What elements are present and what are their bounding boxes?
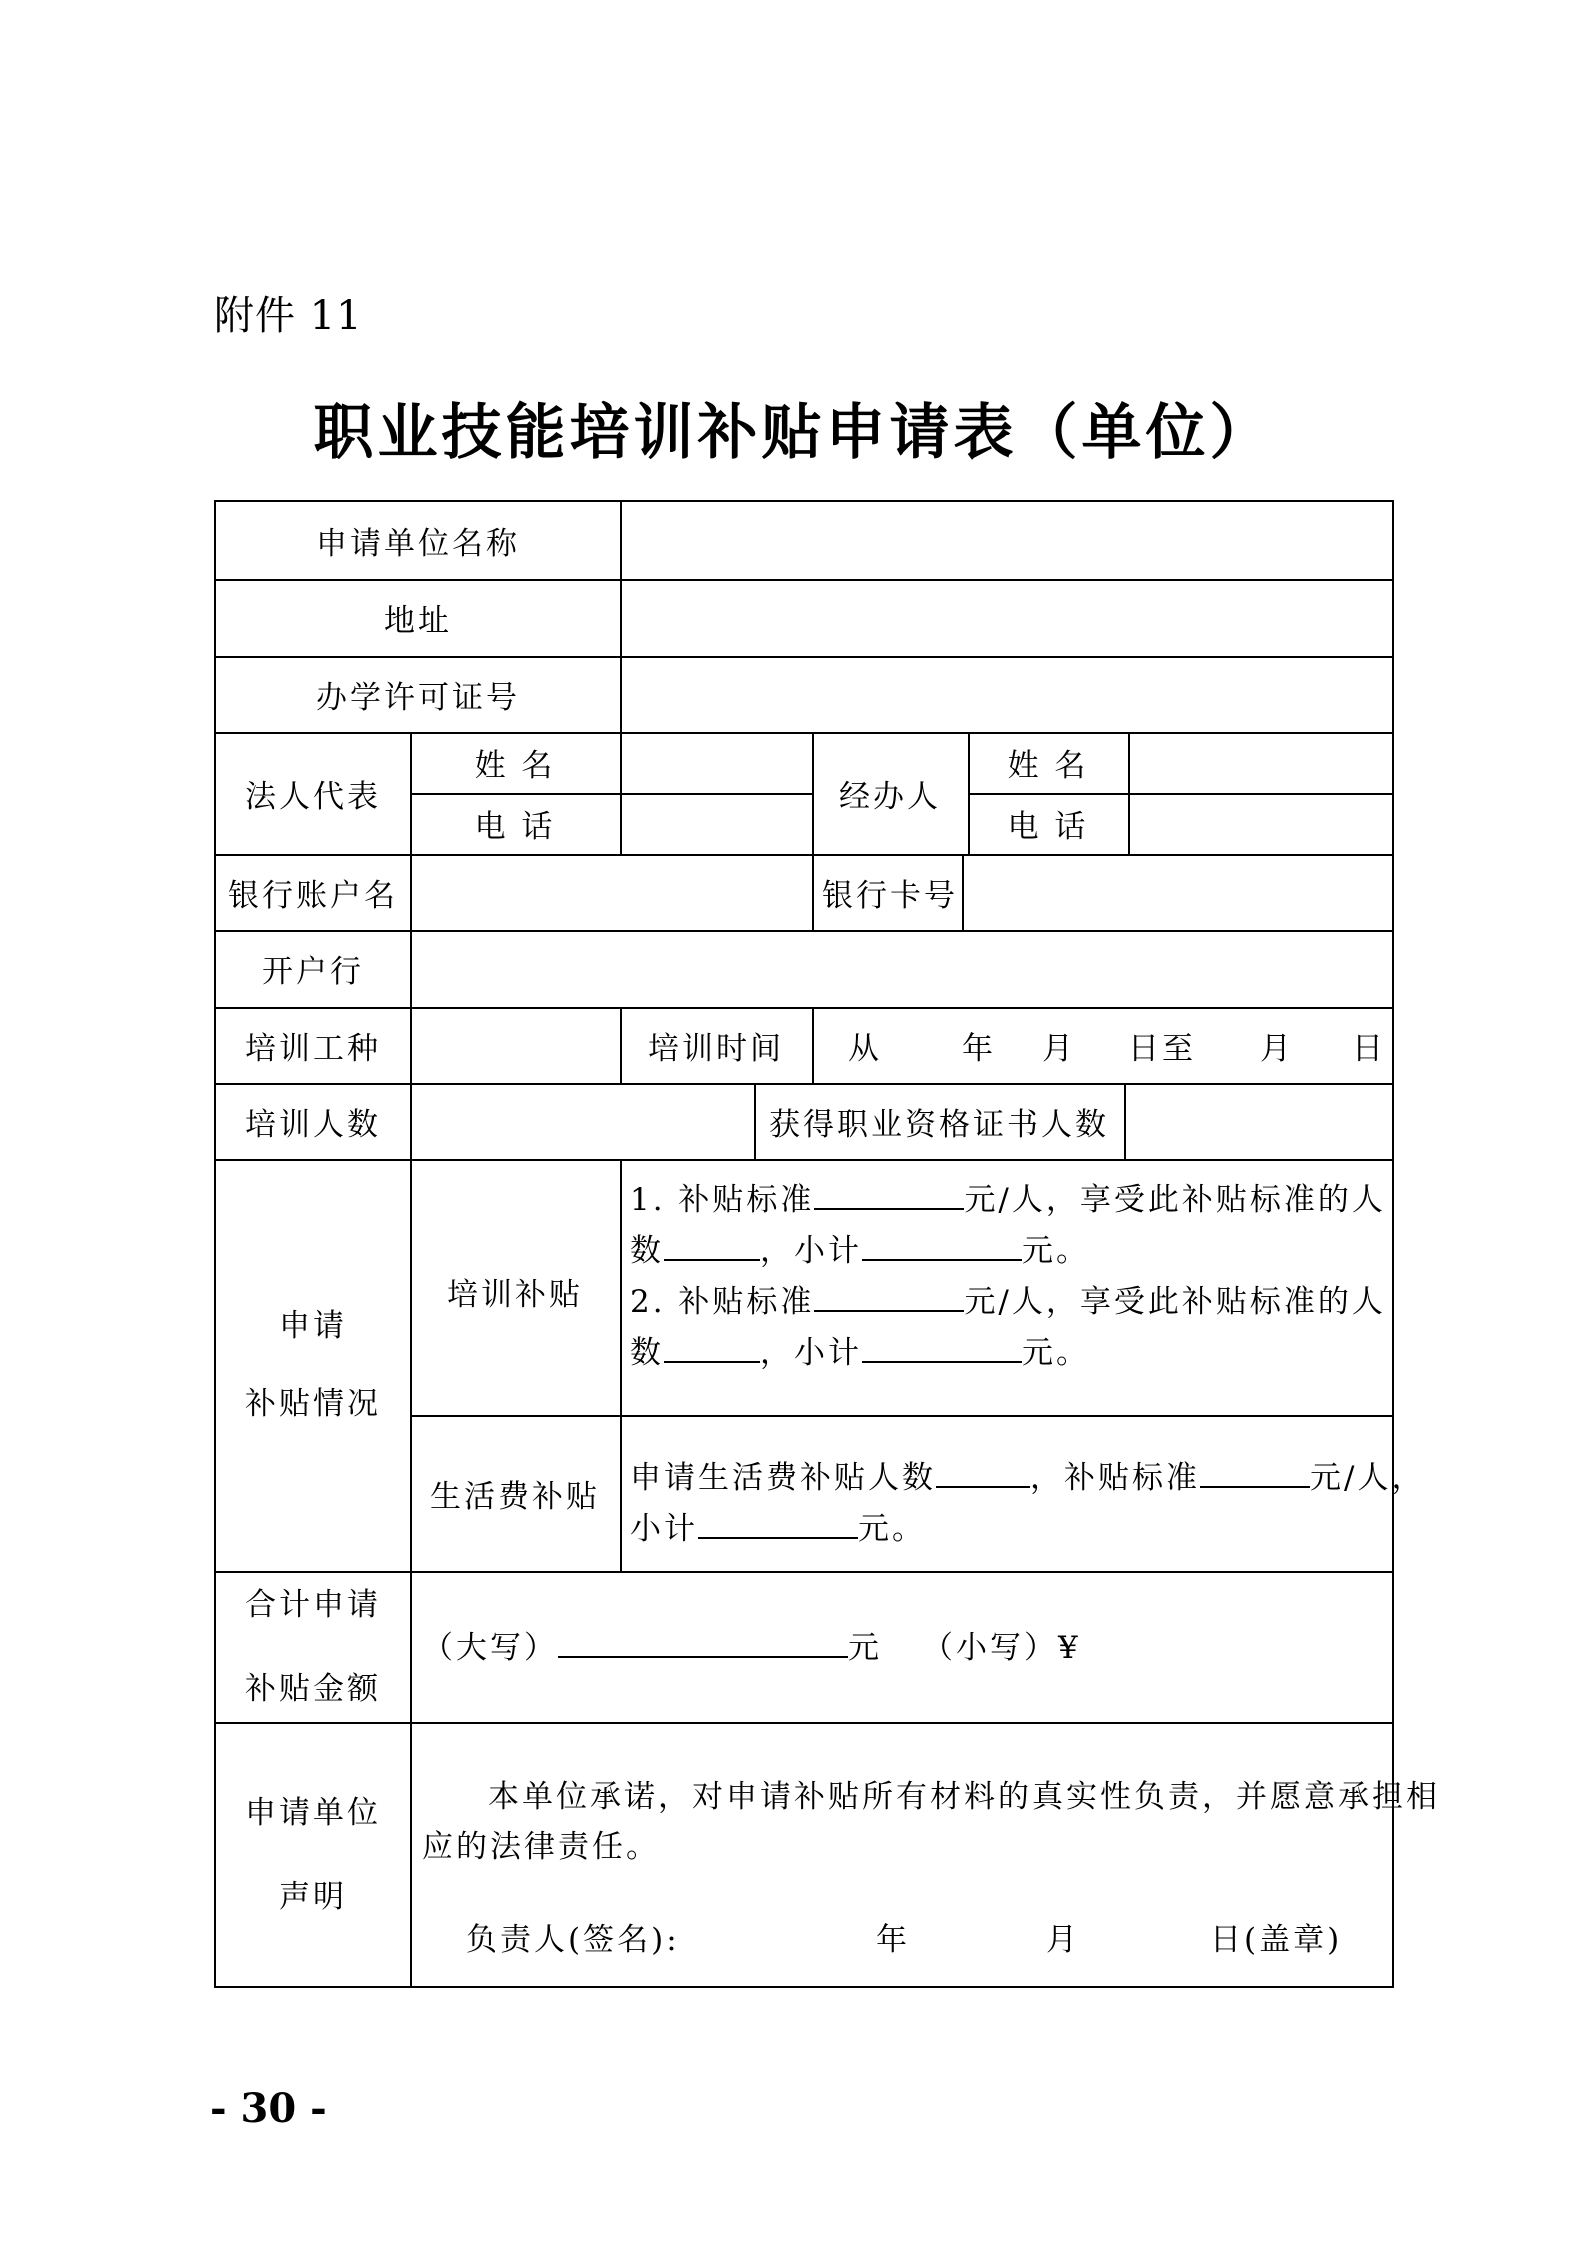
handler-name-field[interactable] bbox=[1130, 732, 1392, 793]
training-time-label: 培训时间 bbox=[648, 1030, 784, 1067]
certified-count-label: 获得职业资格证书人数 bbox=[769, 1106, 1109, 1143]
total-upper-label: （大写） bbox=[422, 1630, 558, 1666]
total-lower-label: （小写）¥ bbox=[922, 1630, 1081, 1666]
declaration-label-line2: 声明 bbox=[279, 1879, 347, 1915]
date-day-to: 日至 bbox=[1128, 1030, 1196, 1067]
handler-phone-label: 电 话 bbox=[1007, 809, 1089, 845]
trainee-count-field[interactable] bbox=[412, 1083, 754, 1159]
bank-account-name-field[interactable] bbox=[412, 854, 812, 930]
legal-rep-phone-field[interactable] bbox=[622, 793, 812, 854]
ls-subtotal-blank[interactable] bbox=[698, 1503, 858, 1539]
ts1-count-blank[interactable] bbox=[664, 1225, 760, 1261]
total-label-line1: 合计申请 bbox=[245, 1586, 381, 1623]
living-subsidy-label: 生活费补贴 bbox=[430, 1478, 600, 1515]
training-subsidy-label: 培训补贴 bbox=[447, 1277, 583, 1313]
ts1-standard-blank[interactable] bbox=[814, 1174, 964, 1210]
training-type-field[interactable] bbox=[412, 1007, 620, 1083]
training-type-label: 培训工种 bbox=[245, 1030, 381, 1067]
declaration-text-line1: 本单位承诺，对申请补贴所有材料的真实性负责，并愿意承担相 bbox=[488, 1779, 1440, 1815]
handler-label: 经办人 bbox=[839, 778, 941, 815]
bank-label: 开户行 bbox=[262, 954, 364, 990]
license-label: 办学许可证号 bbox=[316, 679, 520, 716]
sign-label: 负责人(签名): bbox=[466, 1922, 680, 1958]
date-from: 从 bbox=[848, 1030, 882, 1067]
applicant-name-label: 申请单位名称 bbox=[316, 526, 520, 562]
total-label bbox=[216, 1571, 410, 1722]
bank-card-label: 银行卡号 bbox=[822, 877, 958, 914]
total-upper-blank[interactable] bbox=[558, 1622, 848, 1658]
total-content bbox=[422, 1622, 1382, 1673]
declaration-text-line2: 应的法律责任。 bbox=[422, 1829, 660, 1865]
page-title: 职业技能培训补贴申请表（单位） bbox=[313, 398, 1274, 468]
ts2-subtotal-blank[interactable] bbox=[862, 1327, 1022, 1363]
signature-row bbox=[466, 1915, 1386, 1965]
date-day: 日 bbox=[1352, 1030, 1386, 1067]
applicant-name-field[interactable] bbox=[622, 502, 1392, 579]
legal-rep-label: 法人代表 bbox=[245, 778, 381, 815]
legal-rep-name-field[interactable] bbox=[622, 732, 812, 793]
total-label-line2: 补贴金额 bbox=[245, 1670, 381, 1707]
bank-account-name-label: 银行账户名 bbox=[228, 877, 398, 914]
subsidy-section-label bbox=[216, 1159, 410, 1571]
ts1-subtotal-blank[interactable] bbox=[862, 1225, 1022, 1261]
total-yuan: 元 bbox=[848, 1630, 882, 1666]
ls-count-blank[interactable] bbox=[936, 1452, 1030, 1488]
trainee-count-label: 培训人数 bbox=[245, 1106, 381, 1143]
training-time-field[interactable] bbox=[814, 1007, 1392, 1083]
license-field[interactable] bbox=[622, 656, 1392, 732]
declaration-label bbox=[216, 1722, 410, 1988]
date-month: 月 bbox=[1042, 1030, 1076, 1067]
sign-month: 月 bbox=[1046, 1922, 1080, 1958]
ls-standard-blank[interactable] bbox=[1200, 1452, 1310, 1488]
handler-phone-field[interactable] bbox=[1130, 793, 1392, 854]
handler-name-label: 姓 名 bbox=[1007, 748, 1089, 784]
certified-count-field[interactable] bbox=[1126, 1083, 1392, 1159]
application-form bbox=[214, 500, 1440, 1988]
subsidy-section-line2: 补贴情况 bbox=[245, 1386, 381, 1422]
declaration-label-line1: 申请单位 bbox=[245, 1795, 381, 1831]
bank-card-field[interactable] bbox=[970, 854, 1392, 930]
address-field[interactable] bbox=[622, 579, 1392, 656]
declaration-text bbox=[422, 1772, 1440, 1872]
training-subsidy-content: 1. 补贴标准 元/人，享受此补贴标准的人 数 ，小计 元。 2. 补贴标准 元/人，享受此补贴标准的人 数 ，小计 元。 bbox=[630, 1174, 1390, 1378]
page-number: - 30 - bbox=[210, 2085, 327, 2132]
bank-field[interactable] bbox=[412, 930, 1392, 1007]
legal-rep-name-label: 姓 名 bbox=[474, 748, 556, 784]
date-year: 年 bbox=[962, 1030, 996, 1067]
ts2-count-blank[interactable] bbox=[664, 1327, 760, 1363]
living-subsidy-content: 申请生活费补贴人数 ，补贴标准 元/人， 小计 元。 bbox=[630, 1452, 1390, 1554]
address-label: 地址 bbox=[384, 603, 452, 639]
date-month2: 月 bbox=[1260, 1030, 1294, 1067]
legal-rep-phone-label: 电 话 bbox=[474, 809, 556, 845]
sign-year: 年 bbox=[876, 1922, 910, 1958]
subsidy-section-line1: 申请 bbox=[279, 1308, 347, 1344]
sign-day-seal: 日(盖章) bbox=[1210, 1922, 1343, 1958]
ts2-standard-blank[interactable] bbox=[814, 1276, 964, 1312]
attachment-label: 附件 11 bbox=[214, 293, 363, 339]
